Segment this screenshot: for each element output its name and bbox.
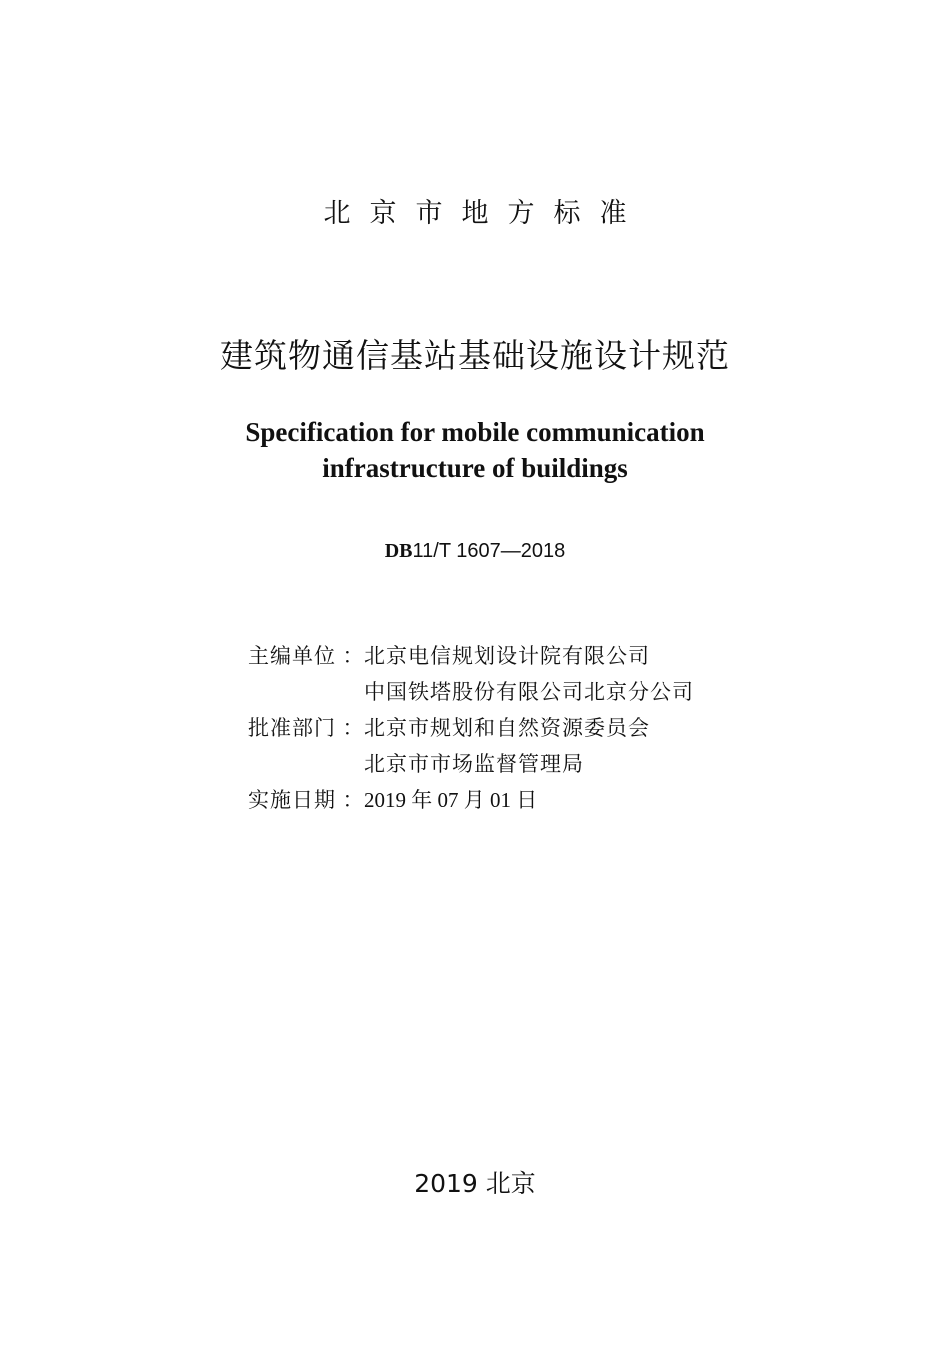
document-title-chinese: 建筑物通信基站基础设施设计规范 bbox=[220, 336, 730, 375]
editor-row bbox=[248, 638, 694, 710]
document-title-english bbox=[0, 414, 950, 486]
approver-row bbox=[248, 710, 694, 782]
date-label: 实施日期 bbox=[248, 788, 336, 812]
approver-value-2: 北京市市场监督管理局 bbox=[364, 752, 584, 776]
standard-code bbox=[0, 535, 950, 566]
standard-code-number: 11/T 1607—2018 bbox=[412, 540, 566, 562]
publication-place-year: 2019 北京 bbox=[414, 1169, 536, 1198]
approver-colon: ： bbox=[342, 716, 364, 740]
date-colon: ： bbox=[342, 788, 364, 812]
approver-values bbox=[364, 710, 650, 782]
publication-info bbox=[248, 638, 694, 818]
editor-label: 主编单位 bbox=[248, 644, 336, 668]
editor-colon: ： bbox=[342, 644, 364, 668]
editor-value-1: 北京电信规划设计院有限公司 bbox=[364, 644, 650, 668]
date-values bbox=[364, 782, 537, 818]
date-row bbox=[248, 782, 694, 818]
standard-category: 北京市地方标准 bbox=[323, 198, 646, 229]
editor-values bbox=[364, 638, 694, 710]
title-english-line-2: infrastructure of buildings bbox=[322, 453, 628, 483]
standard-code-prefix: DB bbox=[384, 540, 413, 562]
title-english-line-1: Specification for mobile communication bbox=[245, 417, 705, 447]
editor-value-2: 中国铁塔股份有限公司北京分公司 bbox=[364, 680, 694, 704]
date-value: 2019 年 07 月 01 日 bbox=[364, 788, 538, 812]
approver-value-1: 北京市规划和自然资源委员会 bbox=[364, 716, 650, 740]
approver-label: 批准部门 bbox=[248, 716, 336, 740]
